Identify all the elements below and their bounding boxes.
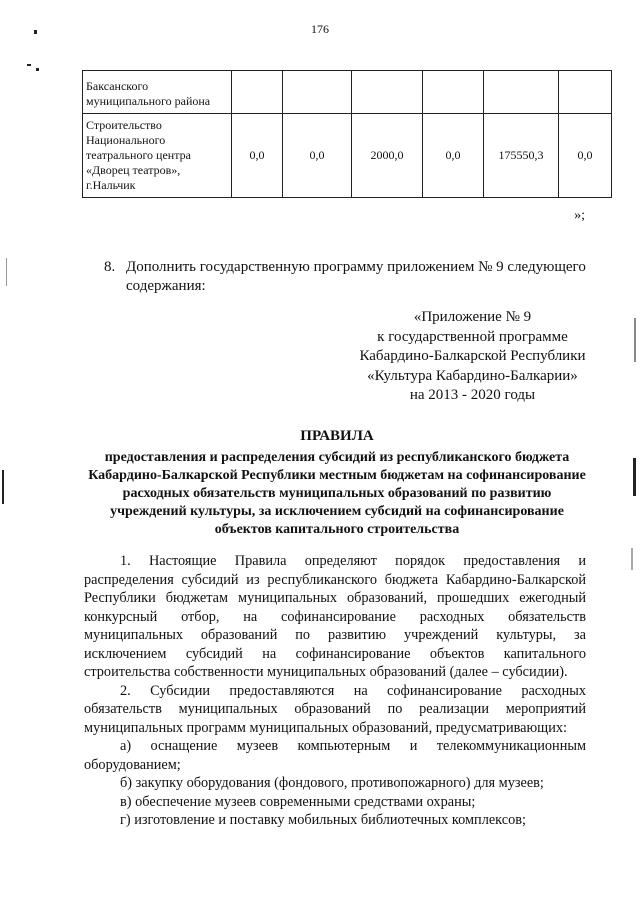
table-cell: 0,0 (232, 114, 283, 198)
item-number: 8. (104, 259, 116, 275)
list-item: а) оснащение музеев компьютерным и телекоммуникационным оборудованием; (84, 738, 586, 773)
scan-mark (6, 258, 7, 286)
table-cell (283, 71, 352, 114)
table-cell: 0,0 (559, 114, 612, 198)
list-item: г) изготовление и поставку мобильных библиотечных комплексов; (120, 812, 526, 828)
appendix-line: Кабардино-Балкарской Республики (359, 348, 586, 364)
table-cell (423, 71, 484, 114)
budget-table (82, 70, 612, 198)
scan-mark (634, 318, 636, 362)
table-row (83, 71, 612, 114)
list-item-8 (104, 258, 594, 296)
table-row (83, 114, 612, 198)
table-cell (352, 71, 423, 114)
document-title: ПРАВИЛА (300, 428, 374, 444)
table-cell-name: Баксанского муниципального района (83, 71, 232, 114)
table-closing-quote: »; (574, 208, 585, 223)
appendix-line: на 2013 - 2020 годы (409, 387, 536, 403)
item-text-continued: содержания: (126, 278, 206, 294)
document-subtitle: предоставления и распределения субсидий из республиканского бюджета Кабардино-Балкарской Республики местным бюджетам на софинансирование расходных обязательств муниципальных образований по развитию учреждений культуры, за исключением субсидий на софинансирование объектов капитального строительства (88, 450, 586, 537)
scan-mark (2, 470, 4, 504)
page-number: 176 (311, 22, 329, 36)
scan-mark (631, 548, 633, 570)
table-cell: 2000,0 (352, 114, 423, 198)
scan-mark (36, 68, 39, 71)
table-cell-name: Строительство Национального театрального центра «Дворец театров», г.Нальчик (83, 114, 232, 198)
scan-mark (633, 458, 636, 496)
table-cell (484, 71, 559, 114)
table-cell: 0,0 (423, 114, 484, 198)
table-cell: 175550,3 (484, 114, 559, 198)
scan-mark (34, 30, 37, 34)
scan-mark (27, 64, 31, 66)
appendix-line: «Приложение № 9 (413, 309, 532, 325)
appendix-line: к государственной программе (377, 328, 568, 345)
appendix-header (330, 308, 615, 406)
table-cell: 0,0 (283, 114, 352, 198)
body-text (84, 552, 586, 830)
list-item: в) обеспечение музеев современными средствами охраны; (120, 793, 476, 810)
paragraph-1: 1. Настоящие Правила определяют порядок предоставления и распределения субсидий из республиканского бюджета Кабардино-Балкарской Республики бюджетам муниципальных образований, прошедших ежегодный конкурсный отбор, на софинансирование расходных обязательств муниципальных образований по развитию учреждений культуры, за исключением субсидий на софинансирование объектов капитального строительства собственности муниципальных образований (далее – субсидии). (84, 553, 586, 680)
item-text: Дополнить государственную программу приложением № 9 следующего (126, 259, 586, 275)
table-cell (559, 71, 612, 114)
list-item: б) закупку оборудования (фондового, противопожарного) для музеев; (120, 775, 544, 791)
paragraph-2: 2. Субсидии предоставляются на софинансирование расходных обязательств муниципальных образований по реализации мероприятий муниципальных программ муниципальных образований, предусматривающих: (84, 682, 586, 736)
appendix-line: «Культура Кабардино-Балкарии» (367, 367, 578, 384)
table-cell (232, 71, 283, 114)
